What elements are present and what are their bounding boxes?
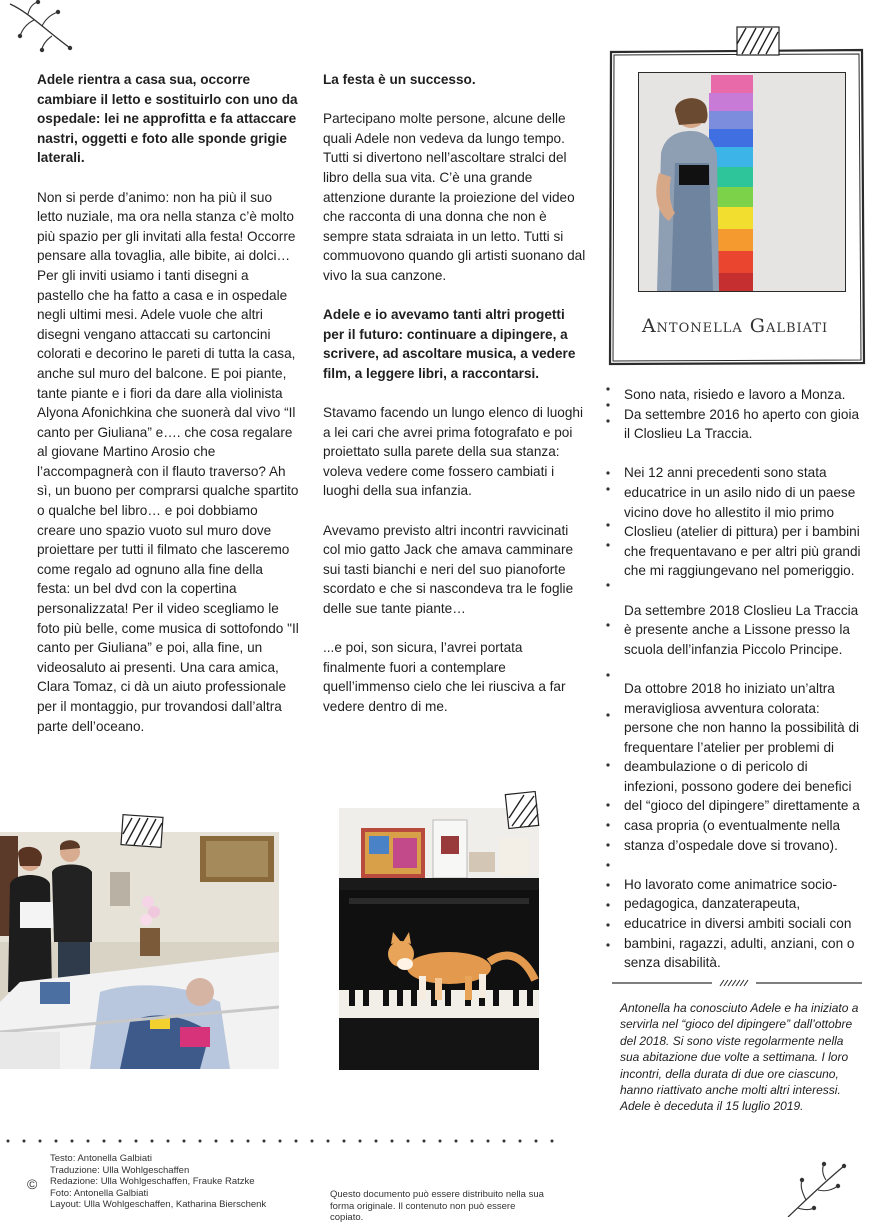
dotted-separator-vertical	[605, 385, 611, 965]
bio-paragraph-5: Ho lavorato come animatrice socio-pedagogica, danzaterapeuta, educatrice in diversi ambiti sociali con bambini, ragazzi, adulti, anziani, con o senza disabilità.	[624, 876, 855, 971]
photo-cat-on-piano	[339, 808, 539, 1070]
bio-paragraph-1: Sono nata, risiedo e lavoro a Monza. Da settembre 2016 ho aperto con gioia il Closlieu La Traccia.	[624, 387, 860, 442]
photo-party-room	[0, 832, 279, 1069]
sprig-decoration-bottom-right	[780, 1160, 850, 1217]
tape-decoration-profile	[736, 26, 780, 56]
credits-block	[50, 1153, 266, 1211]
intro-paragraph: Adele rientra a casa sua, occorre cambiare il letto e sostituirlo con uno da ospedale: lei ne approfitta e fa attaccare nastri, oggetti e foto alle sponde grigie laterali.	[37, 72, 298, 166]
bio-column	[624, 385, 864, 992]
bio-separator-line	[612, 978, 862, 988]
bio-paragraph-3: Da settembre 2018 Closlieu La Traccia è presente anche a Lissone presso la scuola dell’infanzia Piccolo Principe.	[624, 602, 859, 657]
article-column-left	[37, 70, 299, 756]
paragraph-party: Partecipano molte persone, alcune delle quali Adele non vedeva da lungo tempo. Tutti si divertono nell’ascoltare stralci del libro della sua vita. C’è una grande attenzione durante la proiezione del video che racconta di una donna che non è sempre stata sdraiata in un letto. Tutti si commuovono quando gli artisti suonano dal vivo la sua canzone.	[323, 111, 586, 283]
profile-name: Antonella Galbiati	[641, 315, 829, 337]
paragraph-projects: Adele e io avevamo tanti altri progetti per il futuro: continuare a dipingere, a scrivere, ad ascoltare musica, a vedere film, a leggere libri, a raccontarsi.	[323, 307, 576, 381]
profile-photo	[638, 72, 846, 292]
credit-line: Testo: Antonella Galbiati	[50, 1153, 152, 1164]
tape-decoration-photo-left	[120, 814, 164, 848]
body-paragraph: Non si perde d’animo: non ha più il suo letto nuziale, ma ora nella stanza c’è molto più spazio per gli invitati alla festa! Occorre pensare alla tovaglia, alle bibite, ai dolci… Per gli inviti usiamo i tanti disegni a pastello che ha fatto a casa e in ospedale negli ultimi mesi. Adele vuole che altri disegni vengano attaccati su cartoncini colorati e decorino le pareti di tutta la casa, anche sul muro del balcone. E poi piante, tante piante e i fiori da dare alla violinista Alyona Afonichkina che suonerà dal vivo “Il canto per Giuliana” e…. che cosa regalare al giovane Martino Arosio che l’accompagnerà con il flauto traverso? Ah sì, un buono per comprarsi qualche spartito o qualche bel libro… e poi dobbiamo creare uno spazio vuoto sul muro dove proiettare per tutti il filmato che lasceremo come regalo ad ognuno alla fine della festa: un bel dvd con la copertina personalizzata! Per il video scegliamo le foto più belle, come musica di sottofondo "Il canto per Giuliana” e poi, alla fine, un videosaluto ai presenti. Una cara amica, Clara Tomaz, ci dà un aiuto professionale per il montaggio, pur trovandosi dall’altra parte dell’oceano.	[37, 189, 299, 734]
credit-line: Foto: Antonella Galbiati	[50, 1187, 149, 1199]
tape-decoration-photo-right	[504, 790, 540, 830]
section-heading: La festa è un successo.	[323, 72, 476, 87]
license-line-2: forma originale. Il contenuto non può essere copiato.	[330, 1200, 516, 1224]
note-text: Antonella ha conosciuto Adele e ha iniziato a servirla nel “gioco del dipingere” dall’ottobre del 2018. Si sono viste regolarmente nella sua abitazione due volte a settimana. I loro incontri, della durata di due ore ciascuno, hanno riattivato anche molti altri interessi.	[620, 1001, 859, 1098]
bio-paragraph-2: Nei 12 anni precedenti sono stata educatrice in un asilo nido di un paese vicino dove ho allestito il mio primo Closlieu (atelier di pittura) per i bambini che frequentavano e per altri più grandi che mi raggiungevano nel pomeriggio.	[624, 465, 861, 579]
paragraph-cat: Avevamo previsto altri incontri ravvicinati col mio gatto Jack che amava camminare sui tasti bianchi e neri del suo pianoforte scordato e che si nascondeva tra le foglie delle sue tante piante…	[323, 522, 574, 617]
article-column-middle	[323, 70, 588, 736]
license-line-1: Questo documento può essere distribuito nella sua	[330, 1189, 544, 1200]
note-death-date: Adele è deceduta il 15 luglio 2019.	[620, 1099, 804, 1114]
paragraph-sky: ...e poi, son sicura, l’avrei portata finalmente fuori a contemplare quell’immenso cielo che lei riusciva a far vedere dentro di me.	[323, 640, 566, 714]
paragraph-places: Stavamo facendo un lungo elenco di luoghi a lei cari che avrei prima fotografato e poi proiettato sulla parete della sua stanza: voleva vedere come fossero cambiati i luoghi della sua infanzia.	[323, 405, 583, 499]
note-block	[620, 1000, 860, 1115]
credit-line: Redazione: Ulla Wohlgeschaffen, Frauke Ratzke	[50, 1176, 255, 1188]
dotted-separator-horizontal	[0, 1137, 560, 1145]
sprig-decoration-top-left	[8, 0, 78, 55]
credit-line: Layout: Ulla Wohlgeschaffen, Katharina Bierschenk	[50, 1199, 267, 1211]
copyright-icon: ©	[27, 1176, 38, 1192]
license-notice	[330, 1189, 550, 1224]
credit-line: Traduzione: Ulla Wohlgeschaffen	[50, 1164, 190, 1176]
bio-paragraph-4: Da ottobre 2018 ho iniziato un’altra meravigliosa avventura colorata: persone che non hanno la possibilità di frequentare l’atelier per problemi di deambulazione o di pericolo di infezioni, possono godere dei benefici del “gioco del dipingere” direttamente a casa propria (o eventualmente nella stanza d’ospedale dove si trovano).	[624, 680, 860, 853]
